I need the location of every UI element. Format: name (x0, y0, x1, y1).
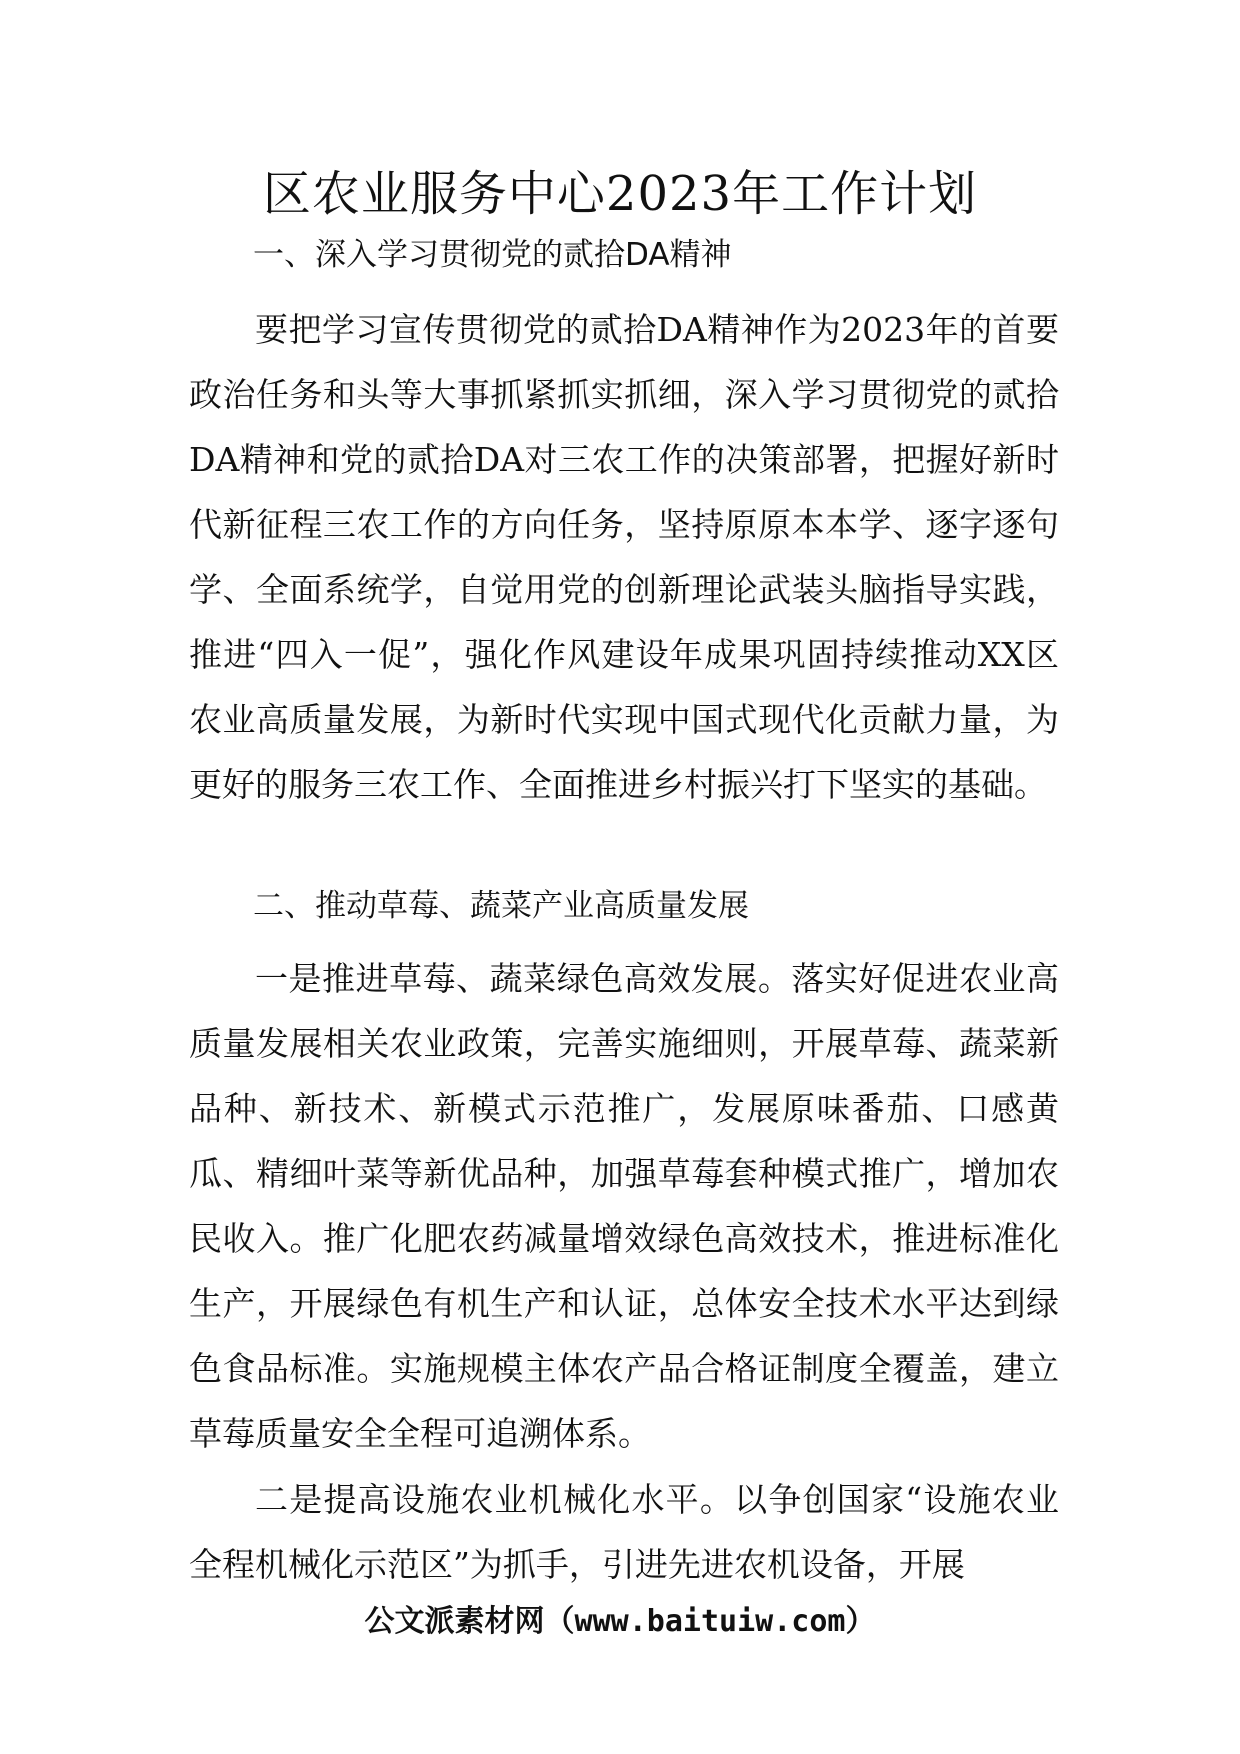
source-footer: 公文派素材网（www.baituiw.com） (364, 1604, 876, 1639)
section-heading-1: 一、深入学习贯彻党的贰拾DA精神 (253, 237, 732, 273)
section-heading-2: 二、推动草莓、蔬菜产业高质量发展 (253, 888, 749, 924)
document-title: 区农业服务中心2023年工作计划 (262, 166, 978, 222)
section-2-paragraph-2: 二是提高设施农业机械化水平。以争创国家“设施农业全程机械化示范区”为抓手，引进先进农机设备，开展 (189, 1480, 1059, 1584)
section-2-paragraph-1: 一是推进草莓、蔬菜绿色高效发展。落实好促进农业高质量发展相关农业政策，完善实施细则，开展草莓、蔬菜新品种、新技术、新模式示范推广，发展原味番茄、口感黄瓜、精细叶菜等新优品种，加强草莓套种模式推广，增加农民收入。推广化肥农药减量增效绿色高效技术，推进标准化生产，开展绿色有机生产和认证，总体安全技术水平达到绿色食品标准。实施规模主体农产品合格证制度全覆盖，建立草莓质量安全全程可追溯体系。 (189, 959, 1059, 1453)
section-1-paragraph-1: 要把学习宣传贯彻党的贰拾DA精神作为2023年的首要政治任务和头等大事抓紧抓实抓细，深入学习贯彻党的贰拾DA精神和党的贰拾DA对三农工作的决策部署，把握好新时代新征程三农工作的方向任务，坚持原原本本学、逐字逐句学、全面系统学，自觉用党的创新理论武装头脑指导实践，推进“四入一促”，强化作风建设年成果巩固持续推动XX区农业高质量发展，为新时代实现中国式现代化贡献力量，为更好的服务三农工作、全面推进乡村振兴打下坚实的基础。 (189, 310, 1059, 804)
